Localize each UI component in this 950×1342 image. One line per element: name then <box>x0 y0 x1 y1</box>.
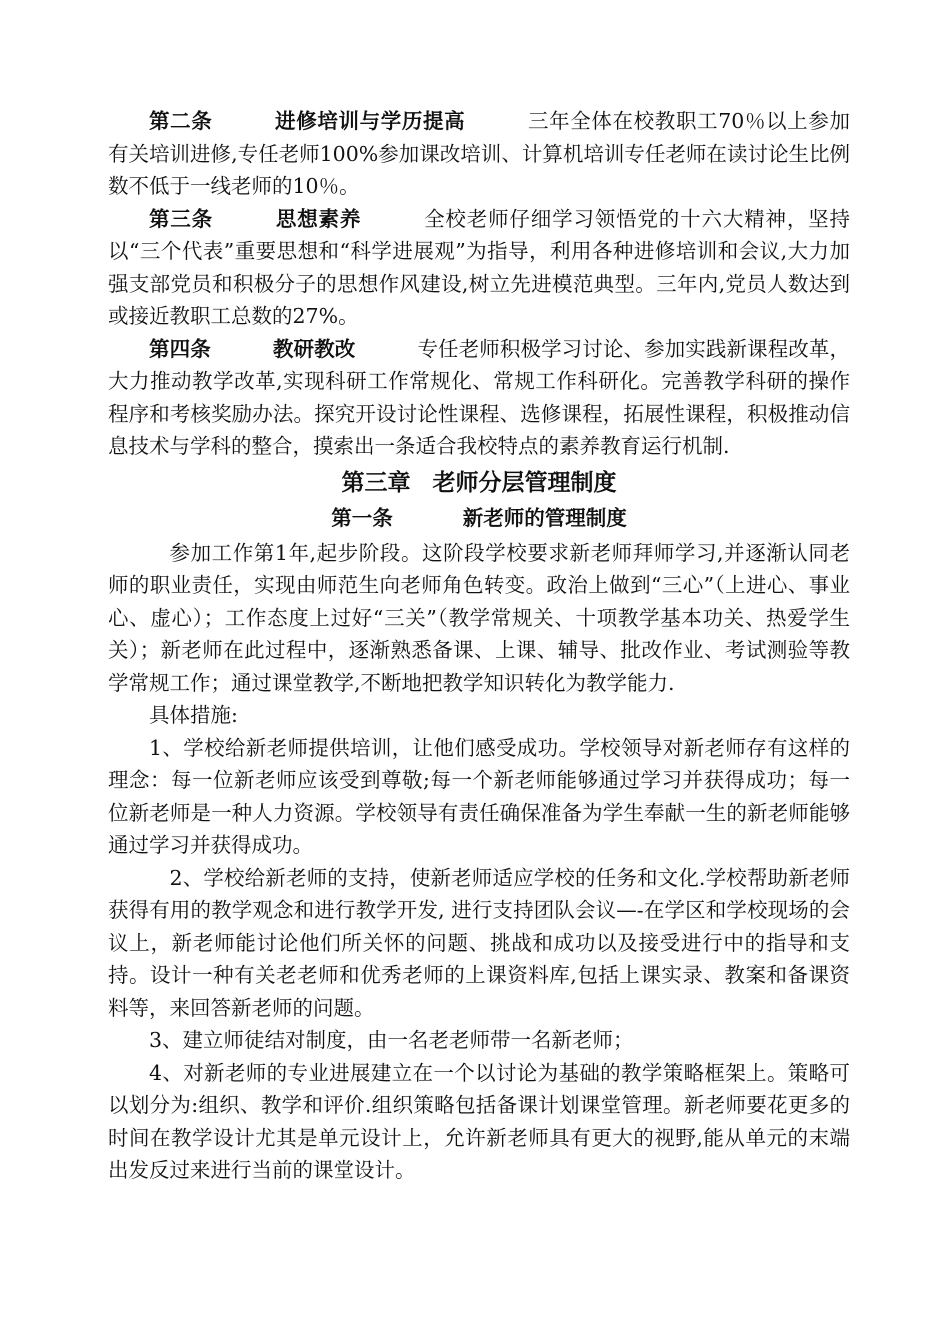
measure-item: 2、学校给新老师的支持，使新老师适应学校的任务和文化.学校帮助新老师获得有用的教学观念和进行教学开发, 进行支持团队会议—-在学区和学校现场的会议上，新老师能讨论他们所关怀的问题、挑战和成功以及接受进行中的指导和支持。设计一种有关老老师和优秀老师的上课资料库,包括上课实录、教案和备课资料等，来回答新老师的问题。 <box>108 865 850 1020</box>
section-title: 新老师的管理制度 <box>462 505 627 530</box>
chapter-number: 第三章 <box>341 468 411 496</box>
article-3 <box>108 203 850 333</box>
article-number: 第四条 <box>149 336 211 361</box>
article-number: 第二条 <box>149 109 213 133</box>
article-text: 全校老师仔细学习领悟党的十六大精神，坚持以“三个代表”重要思想和“科学进展观”为指导，利用各种进修培训和会议,大力加强支部党员和积极分子的思想作风建设,树立先进模范典型。三年内,党员人数达到或接近教职工总数的27%。 <box>108 206 851 328</box>
article-title: 进修培训与学历提高 <box>274 109 466 133</box>
chapter-title: 老师分层管理制度 <box>432 468 617 496</box>
intro-paragraph: 参加工作第1年,起步阶段。这阶段学校要求新老师拜师学习,并逐渐认同老师的职业责任，实现由师范生向老师角色转变。政治上做到“三心”（上进心、事业心、虚心）；工作态度上过好“三关”（教学常规关、十项教学基本功关、热爱学生关）；新老师在此过程中，逐渐熟悉备课、上课、辅导、批改作业、考试测验等教学常规工作；通过课堂教学,不断地把教学知识转化为教学能力. <box>108 540 850 695</box>
measure-item: 3、建立师徒结对制度，由一名老老师带一名新老师； <box>149 1028 634 1052</box>
document-page <box>108 105 850 1187</box>
article-title: 思想素养 <box>275 206 362 231</box>
article-title: 教研教改 <box>272 336 356 361</box>
section-number: 第一条 <box>331 505 393 530</box>
article-2 <box>108 105 850 203</box>
section-heading <box>108 501 850 535</box>
article-text: 三年全体在校教职工70％以上参加有关培训进修,专任老师100%参加课改培训、计算机培训专任老师在读讨论生比例数不低于一线老师的10％。 <box>108 109 851 198</box>
measure-item: 1、学校给新老师提供培训，让他们感受成功。学校领导对新老师存有这样的理念：每一位新老师应该受到尊敬;每一个新老师能够通过学习并获得成功；每一位新老师是一种人力资源。学校领导有责任确保准备为学生奉献一生的新老师能够通过学习并获得成功。 <box>108 735 850 857</box>
measures-label: 具体措施: <box>149 703 238 727</box>
measure-item: 4、对新老师的专业进展建立在一个以讨论为基础的教学策略框架上。策略可以划分为:组织、教学和评价.组织策略包括备课计划课堂管理。新老师要花更多的时间在教学设计尤其是单元设计上，允许新老师具有更大的视野,能从单元的末端出发反过来进行当前的课堂设计。 <box>108 1060 850 1182</box>
article-4 <box>108 333 850 463</box>
chapter-heading <box>108 465 850 501</box>
article-text: 专任老师积极学习讨论、参加实践新课程改革，大力推动教学改革,实现科研工作常规化、常规工作科研化。完善教学科研的操作程序和考核奖励办法。探究开设讨论性课程、选修课程，拓展性课程，积极推动信息技术与学科的整合，摸索出一条适合我校特点的素养教育运行机制. <box>108 336 851 458</box>
article-number: 第三条 <box>149 206 214 231</box>
